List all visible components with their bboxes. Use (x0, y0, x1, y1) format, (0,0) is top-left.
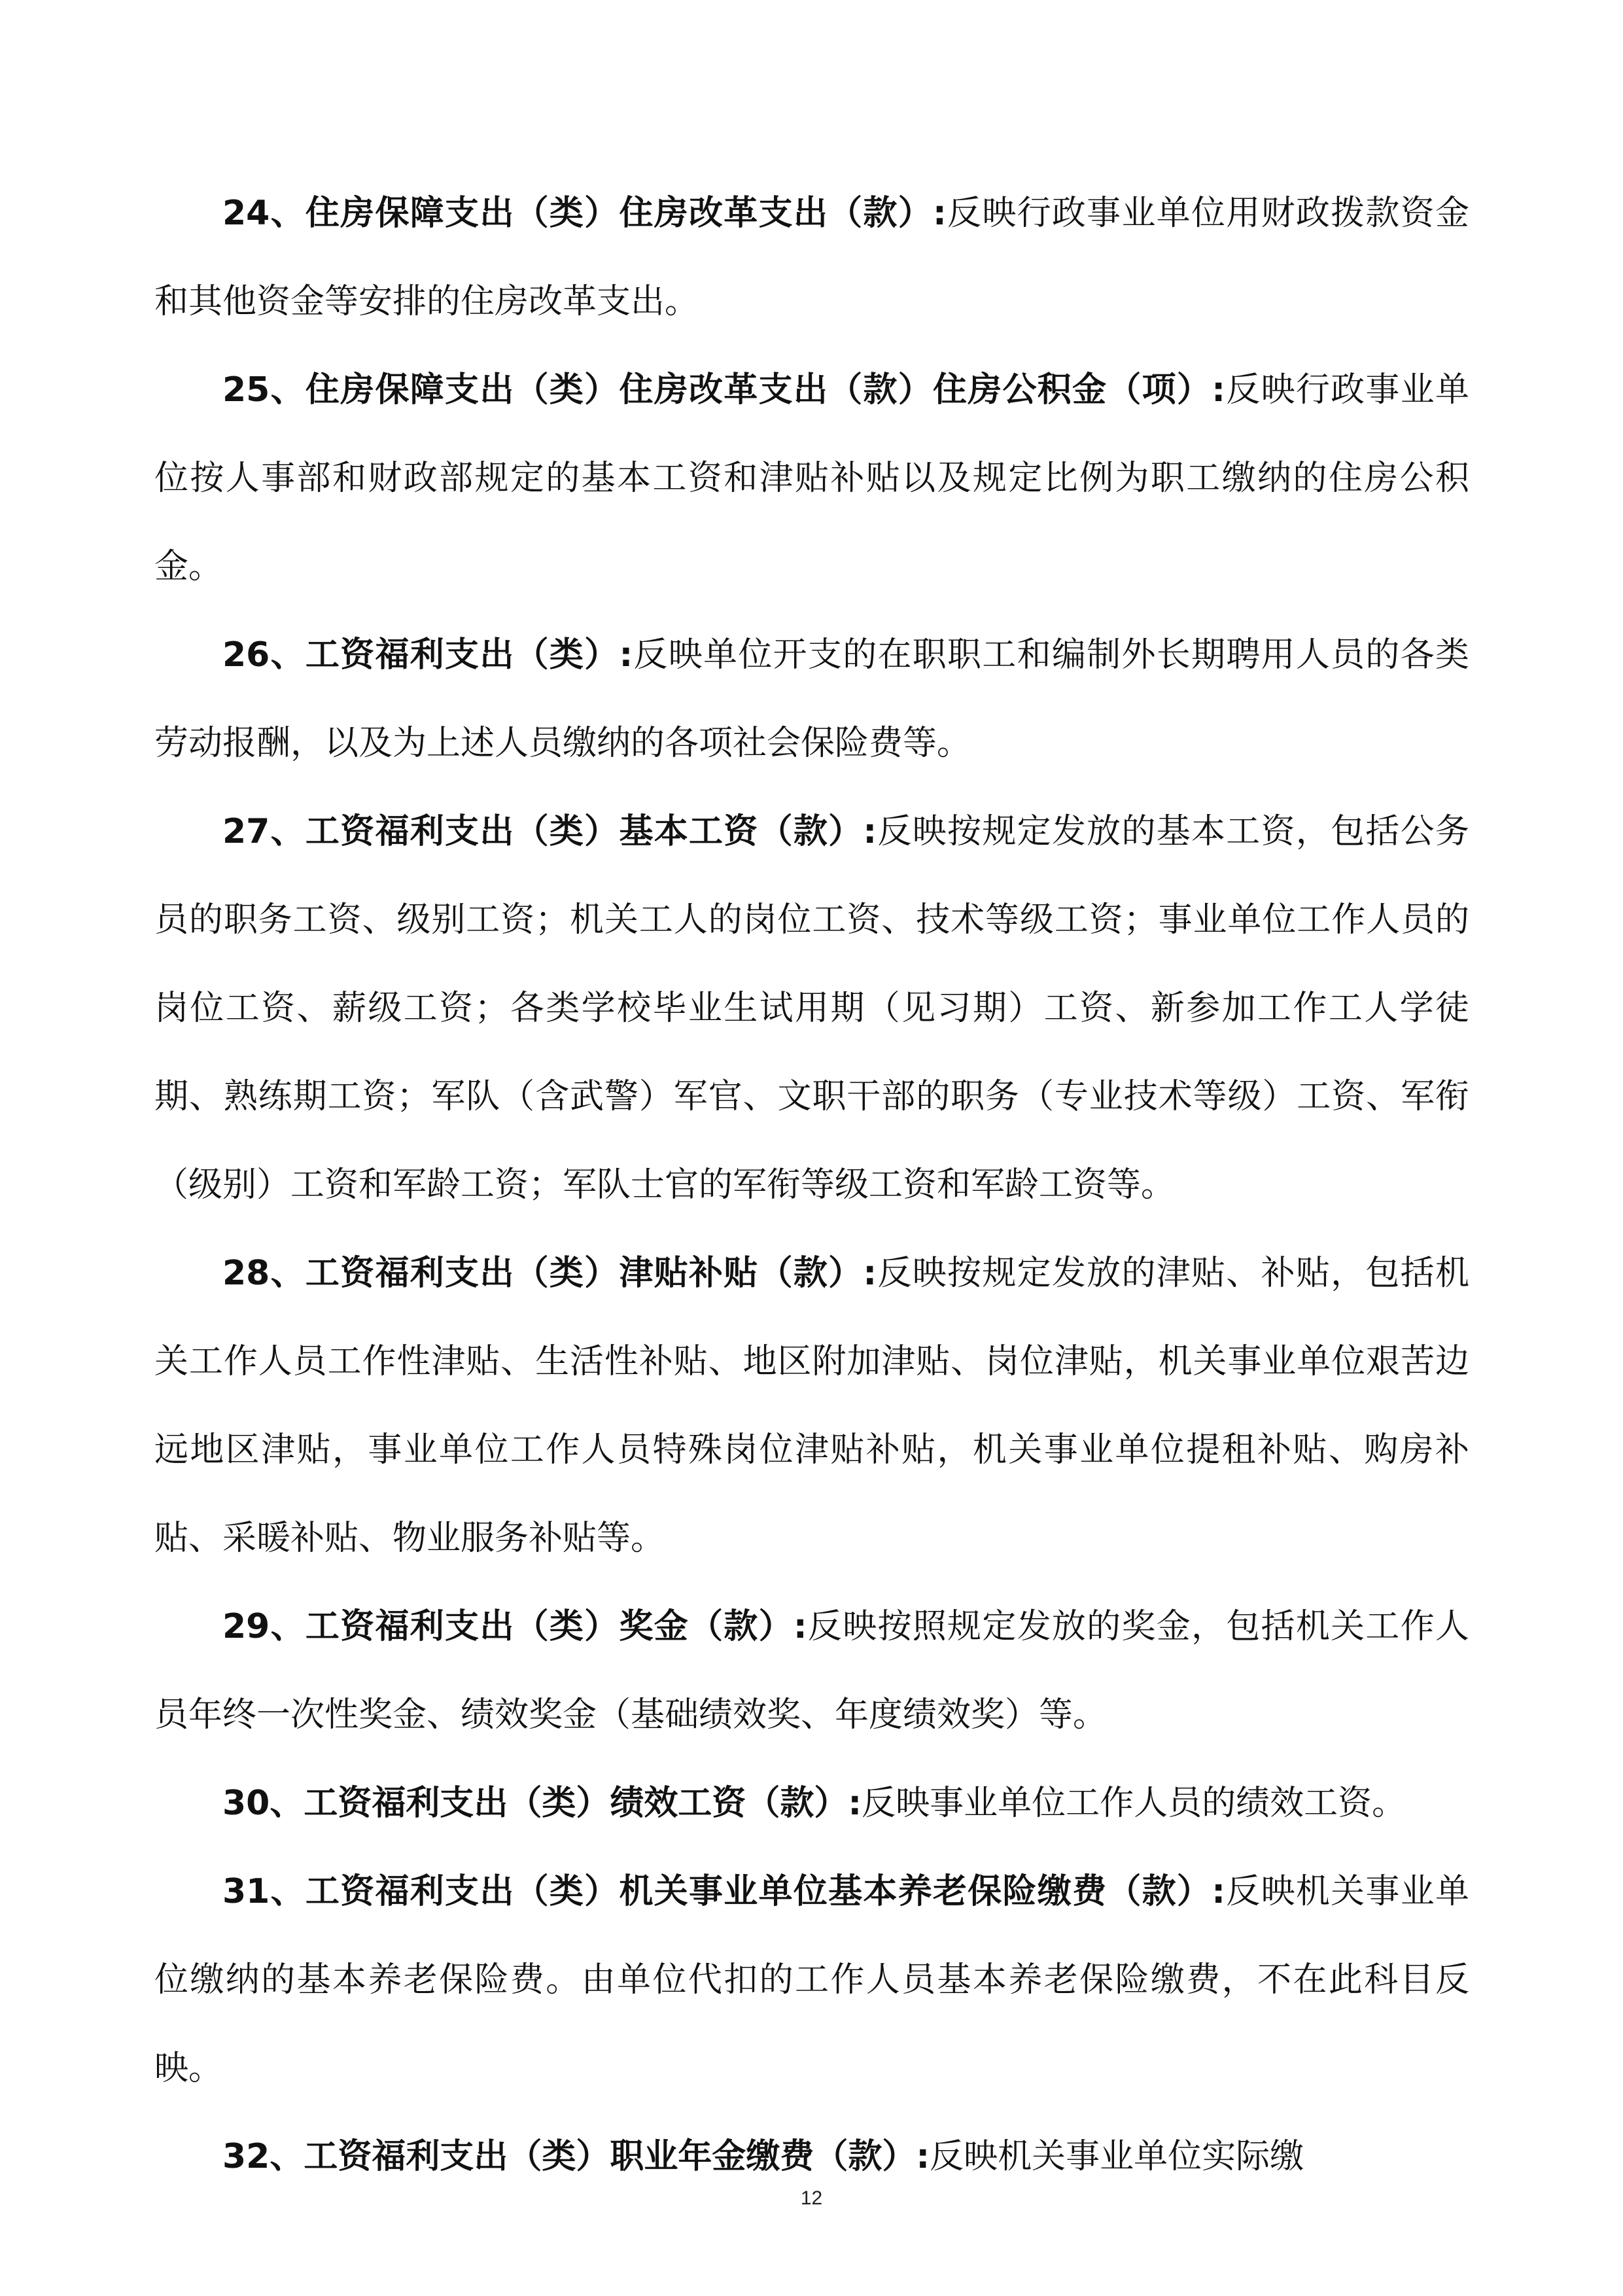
paragraph-term: 30、工资福利支出（类）绩效工资（款）: (222, 1784, 862, 1823)
paragraph-term: 25、住房保障支出（类）住房改革支出（款）住房公积金（项）: (222, 370, 1226, 410)
paragraph-26 (154, 611, 1469, 788)
paragraph-24 (154, 169, 1469, 346)
paragraph-text: 反映单位开支的在职职工和编制外长期聘用人员的各类劳动报酬，以及为上述人员缴纳的各项社会保险费等。 (154, 635, 1469, 763)
paragraph-29 (154, 1583, 1469, 1759)
page-number: 12 (800, 2187, 823, 2209)
paragraph-text: 反映机关事业单位缴纳的基本养老保险费。由单位代扣的工作人员基本养老保险缴费，不在此科目反映。 (154, 1872, 1469, 2088)
paragraph-text: 反映行政事业单位用财政拨款资金和其他资金等安排的住房改革支出。 (154, 194, 1469, 321)
paragraph-term: 29、工资福利支出（类）奖金（款）: (222, 1607, 807, 1646)
paragraph-text: 反映机关事业单位实际缴 (930, 2137, 1304, 2176)
paragraph-27 (154, 788, 1469, 1229)
paragraph-25 (154, 346, 1469, 611)
paragraph-term: 31、工资福利支出（类）机关事业单位基本养老保险缴费（款）: (222, 1872, 1226, 1911)
paragraph-term: 24、住房保障支出（类）住房改革支出（款）: (222, 194, 947, 233)
paragraph-text: 反映行政事业单位按人事部和财政部规定的基本工资和津贴补贴以及规定比例为职工缴纳的住房公积金。 (154, 370, 1469, 586)
paragraph-30 (154, 1759, 1469, 1848)
paragraph-term: 26、工资福利支出（类）: (222, 635, 633, 675)
paragraph-31 (154, 1848, 1469, 2113)
paragraph-text: 反映按规定发放的基本工资，包括公务员的职务工资、级别工资；机关工人的岗位工资、技术等级工资；事业单位工作人员的岗位工资、薪级工资；各类学校毕业生试用期（见习期）工资、新参加工作工人学徒期、熟练期工资；军队（含武警）军官、文职干部的职务（专业技术等级）工资、军衔（级别）工资和军龄工资；军队士官的军衔等级工资和军龄工资等。 (154, 812, 1469, 1205)
paragraph-term: 28、工资福利支出（类）津贴补贴（款）: (222, 1254, 877, 1293)
paragraph-text: 反映按规定发放的津贴、补贴，包括机关工作人员工作性津贴、生活性补贴、地区附加津贴、岗位津贴，机关事业单位艰苦边远地区津贴，事业单位工作人员特殊岗位津贴补贴，机关事业单位提租补贴、购房补贴、采暖补贴、物业服务补贴等。 (154, 1254, 1469, 1558)
paragraph-term: 32、工资福利支出（类）职业年金缴费（款）: (222, 2137, 930, 2176)
paragraph-28 (154, 1229, 1469, 1583)
paragraph-text: 反映按照规定发放的奖金，包括机关工作人员年终一次性奖金、绩效奖金（基础绩效奖、年度绩效奖）等。 (154, 1607, 1469, 1735)
paragraph-term: 27、工资福利支出（类）基本工资（款）: (222, 812, 877, 851)
document-body (154, 169, 1469, 2201)
paragraph-text: 反映事业单位工作人员的绩效工资。 (862, 1784, 1406, 1823)
